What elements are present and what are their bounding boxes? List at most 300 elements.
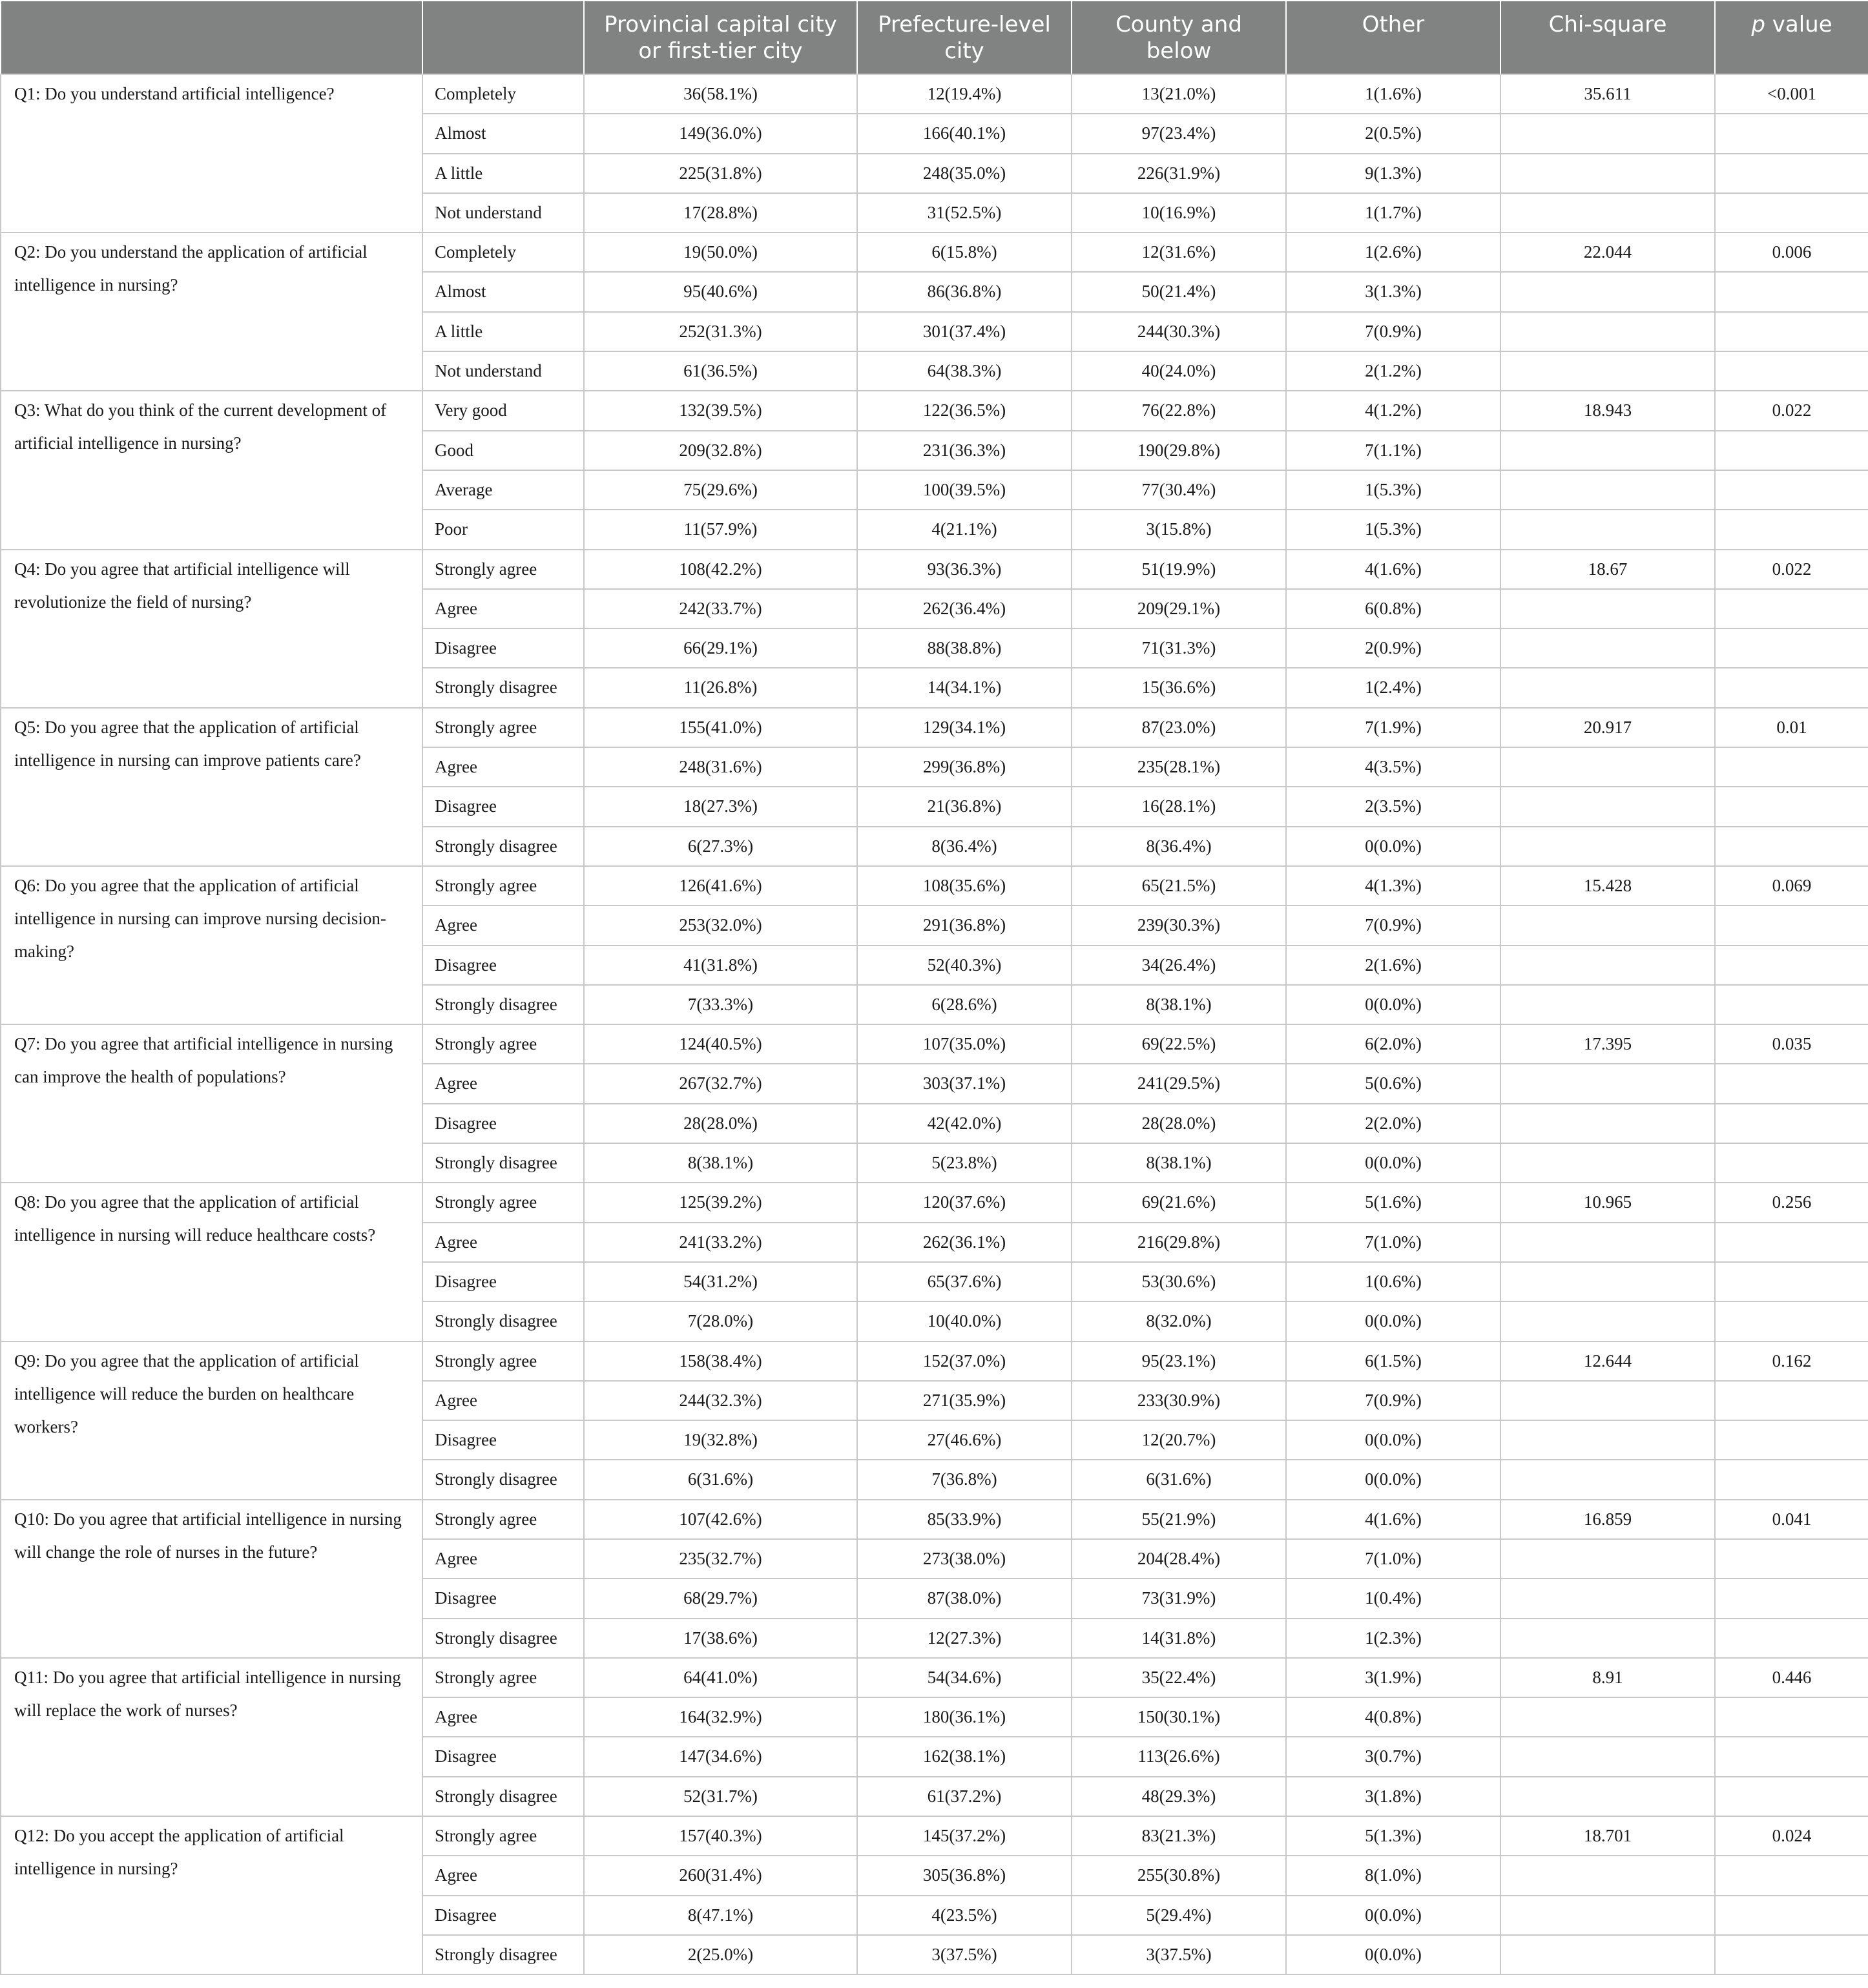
answer-cell: Almost [422, 272, 584, 311]
prefecture-cell: 8(36.4%) [857, 827, 1072, 866]
answer-cell: Not understand [422, 193, 584, 233]
answer-cell: Strongly agree [422, 866, 584, 906]
p-value-cell [1715, 1143, 1868, 1183]
provincial-cell: 248(31.6%) [584, 747, 857, 787]
chi-square-cell [1500, 946, 1715, 985]
p-value-cell [1715, 1420, 1868, 1460]
p-value-cell [1715, 470, 1868, 510]
prefecture-cell: 12(27.3%) [857, 1619, 1072, 1658]
p-value-cell [1715, 351, 1868, 391]
provincial-cell: 6(27.3%) [584, 827, 857, 866]
other-cell: 1(2.3%) [1286, 1619, 1500, 1658]
answer-cell: Strongly disagree [422, 985, 584, 1024]
p-value-cell [1715, 1539, 1868, 1579]
chi-square-cell [1500, 589, 1715, 628]
p-value-cell: 0.162 [1715, 1341, 1868, 1381]
prefecture-cell: 305(36.8%) [857, 1856, 1072, 1895]
provincial-cell: 244(32.3%) [584, 1381, 857, 1420]
county-cell: 8(36.4%) [1072, 827, 1286, 866]
p-value-cell [1715, 668, 1868, 707]
answer-cell: Strongly agree [422, 1341, 584, 1381]
p-value-cell [1715, 1381, 1868, 1420]
table-body [1, 74, 1868, 1974]
question-cell: Q6: Do you agree that the application of artificial intelligence in nursing can improve nursing decision-making? [1, 866, 422, 1024]
provincial-cell: 108(42.2%) [584, 550, 857, 589]
other-cell: 8(1.0%) [1286, 1856, 1500, 1895]
answer-cell: Not understand [422, 351, 584, 391]
county-cell: 12(31.6%) [1072, 233, 1286, 272]
prefecture-cell: 291(36.8%) [857, 906, 1072, 945]
p-value-cell [1715, 827, 1868, 866]
other-cell: 4(0.8%) [1286, 1697, 1500, 1737]
county-cell: 3(15.8%) [1072, 510, 1286, 549]
header-question [1, 1, 422, 74]
chi-square-cell: 17.395 [1500, 1024, 1715, 1064]
other-cell: 1(2.4%) [1286, 668, 1500, 707]
county-cell: 8(32.0%) [1072, 1301, 1286, 1341]
p-value-cell [1715, 193, 1868, 233]
chi-square-cell [1500, 431, 1715, 470]
other-cell: 7(0.9%) [1286, 906, 1500, 945]
prefecture-cell: 5(23.8%) [857, 1143, 1072, 1183]
question-cell: Q11: Do you agree that artificial intelligence in nursing will replace the work of nurses? [1, 1658, 422, 1816]
prefecture-cell: 120(37.6%) [857, 1183, 1072, 1222]
provincial-cell: 241(33.2%) [584, 1223, 857, 1262]
provincial-cell: 66(29.1%) [584, 628, 857, 668]
chi-square-cell [1500, 193, 1715, 233]
answer-cell: Agree [422, 1381, 584, 1420]
chi-square-cell [1500, 312, 1715, 351]
county-cell: 244(30.3%) [1072, 312, 1286, 351]
provincial-cell: 149(36.0%) [584, 114, 857, 153]
county-cell: 204(28.4%) [1072, 1539, 1286, 1579]
provincial-cell: 253(32.0%) [584, 906, 857, 945]
p-value-cell: 0.006 [1715, 233, 1868, 272]
provincial-cell: 242(33.7%) [584, 589, 857, 628]
prefecture-cell: 21(36.8%) [857, 787, 1072, 826]
provincial-cell: 36(58.1%) [584, 74, 857, 114]
other-cell: 2(0.9%) [1286, 628, 1500, 668]
p-value-cell [1715, 1935, 1868, 1974]
county-cell: 34(26.4%) [1072, 946, 1286, 985]
question-cell: Q7: Do you agree that artificial intelligence in nursing can improve the health of populations? [1, 1024, 422, 1183]
prefecture-cell: 262(36.1%) [857, 1223, 1072, 1262]
chi-square-cell [1500, 272, 1715, 311]
answer-cell: Strongly disagree [422, 827, 584, 866]
prefecture-cell: 107(35.0%) [857, 1024, 1072, 1064]
p-value-cell: 0.01 [1715, 708, 1868, 747]
prefecture-cell: 248(35.0%) [857, 154, 1072, 193]
other-cell: 0(0.0%) [1286, 1143, 1500, 1183]
header-p-rest: value [1765, 12, 1832, 37]
prefecture-cell: 14(34.1%) [857, 668, 1072, 707]
other-cell: 6(0.8%) [1286, 589, 1500, 628]
provincial-cell: 164(32.9%) [584, 1697, 857, 1737]
prefecture-cell: 4(21.1%) [857, 510, 1072, 549]
county-cell: 69(22.5%) [1072, 1024, 1286, 1064]
table-row [1, 1341, 1868, 1381]
chi-square-cell [1500, 470, 1715, 510]
p-value-cell [1715, 946, 1868, 985]
provincial-cell: 64(41.0%) [584, 1658, 857, 1697]
answer-cell: Good [422, 431, 584, 470]
provincial-cell: 260(31.4%) [584, 1856, 857, 1895]
answer-cell: Strongly disagree [422, 1301, 584, 1341]
prefecture-cell: 299(36.8%) [857, 747, 1072, 787]
provincial-cell: 68(29.7%) [584, 1579, 857, 1618]
provincial-cell: 147(34.6%) [584, 1737, 857, 1776]
p-value-cell: 0.256 [1715, 1183, 1868, 1222]
p-value-cell [1715, 1301, 1868, 1341]
question-cell: Q4: Do you agree that artificial intelligence will revolutionize the field of nursing? [1, 550, 422, 708]
prefecture-cell: 303(37.1%) [857, 1064, 1072, 1103]
answer-cell: Strongly agree [422, 1658, 584, 1697]
provincial-cell: 126(41.6%) [584, 866, 857, 906]
other-cell: 0(0.0%) [1286, 1935, 1500, 1974]
answer-cell: Disagree [422, 1420, 584, 1460]
other-cell: 2(0.5%) [1286, 114, 1500, 153]
other-cell: 0(0.0%) [1286, 1420, 1500, 1460]
chi-square-cell [1500, 1064, 1715, 1103]
question-cell: Q2: Do you understand the application of artificial intelligence in nursing? [1, 233, 422, 391]
prefecture-cell: 10(40.0%) [857, 1301, 1072, 1341]
other-cell: 7(0.9%) [1286, 1381, 1500, 1420]
provincial-cell: 2(25.0%) [584, 1935, 857, 1974]
other-cell: 1(1.7%) [1286, 193, 1500, 233]
provincial-cell: 124(40.5%) [584, 1024, 857, 1064]
p-value-cell [1715, 747, 1868, 787]
other-cell: 7(1.0%) [1286, 1539, 1500, 1579]
provincial-cell: 157(40.3%) [584, 1816, 857, 1856]
answer-cell: Agree [422, 1064, 584, 1103]
answer-cell: Agree [422, 1697, 584, 1737]
provincial-cell: 17(28.8%) [584, 193, 857, 233]
chi-square-cell: 18.701 [1500, 1816, 1715, 1856]
p-value-cell [1715, 154, 1868, 193]
chi-square-cell [1500, 1104, 1715, 1143]
prefecture-cell: 3(37.5%) [857, 1935, 1072, 1974]
other-cell: 2(1.2%) [1286, 351, 1500, 391]
p-value-cell [1715, 1460, 1868, 1499]
county-cell: 53(30.6%) [1072, 1262, 1286, 1301]
answer-cell: Disagree [422, 1737, 584, 1776]
other-cell: 7(1.1%) [1286, 431, 1500, 470]
county-cell: 40(24.0%) [1072, 351, 1286, 391]
p-value-cell [1715, 1104, 1868, 1143]
table-row [1, 550, 1868, 589]
county-cell: 28(28.0%) [1072, 1104, 1286, 1143]
chi-square-cell: 20.917 [1500, 708, 1715, 747]
p-value-cell: 0.022 [1715, 550, 1868, 589]
provincial-cell: 8(38.1%) [584, 1143, 857, 1183]
provincial-cell: 11(26.8%) [584, 668, 857, 707]
answer-cell: Strongly disagree [422, 668, 584, 707]
provincial-cell: 19(32.8%) [584, 1420, 857, 1460]
answer-cell: Disagree [422, 1262, 584, 1301]
chi-square-cell: 12.644 [1500, 1341, 1715, 1381]
provincial-cell: 41(31.8%) [584, 946, 857, 985]
prefecture-cell: 85(33.9%) [857, 1500, 1072, 1539]
chi-square-cell [1500, 1935, 1715, 1974]
prefecture-cell: 93(36.3%) [857, 550, 1072, 589]
other-cell: 4(1.3%) [1286, 866, 1500, 906]
question-cell: Q10: Do you agree that artificial intelligence in nursing will change the role of nurses in the future? [1, 1500, 422, 1658]
chi-square-cell [1500, 827, 1715, 866]
provincial-cell: 158(38.4%) [584, 1341, 857, 1381]
answer-cell: Strongly disagree [422, 1619, 584, 1658]
p-value-cell [1715, 787, 1868, 826]
prefecture-cell: 152(37.0%) [857, 1341, 1072, 1381]
county-cell: 226(31.9%) [1072, 154, 1286, 193]
chi-square-cell: 22.044 [1500, 233, 1715, 272]
prefecture-cell: 273(38.0%) [857, 1539, 1072, 1579]
prefecture-cell: 64(38.3%) [857, 351, 1072, 391]
chi-square-cell [1500, 1460, 1715, 1499]
chi-square-cell: 35.611 [1500, 74, 1715, 114]
provincial-cell: 61(36.5%) [584, 351, 857, 391]
chi-square-cell [1500, 1262, 1715, 1301]
p-value-cell [1715, 1856, 1868, 1895]
answer-cell: Disagree [422, 946, 584, 985]
p-value-cell [1715, 1737, 1868, 1776]
answer-cell: Agree [422, 1223, 584, 1262]
answer-cell: Disagree [422, 1896, 584, 1935]
other-cell: 2(2.0%) [1286, 1104, 1500, 1143]
table-row [1, 1658, 1868, 1697]
county-cell: 16(28.1%) [1072, 787, 1286, 826]
prefecture-cell: 162(38.1%) [857, 1737, 1072, 1776]
answer-cell: Disagree [422, 1579, 584, 1618]
header-other: Other [1286, 1, 1500, 74]
chi-square-cell [1500, 1223, 1715, 1262]
county-cell: 73(31.9%) [1072, 1579, 1286, 1618]
county-cell: 235(28.1%) [1072, 747, 1286, 787]
other-cell: 0(0.0%) [1286, 1460, 1500, 1499]
answer-cell: Agree [422, 747, 584, 787]
county-cell: 97(23.4%) [1072, 114, 1286, 153]
prefecture-cell: 180(36.1%) [857, 1697, 1072, 1737]
provincial-cell: 95(40.6%) [584, 272, 857, 311]
prefecture-cell: 145(37.2%) [857, 1816, 1072, 1856]
chi-square-cell [1500, 154, 1715, 193]
question-cell: Q12: Do you accept the application of artificial intelligence in nursing? [1, 1816, 422, 1974]
county-cell: 150(30.1%) [1072, 1697, 1286, 1737]
prefecture-cell: 6(28.6%) [857, 985, 1072, 1024]
answer-cell: Strongly agree [422, 1024, 584, 1064]
p-value-cell [1715, 1777, 1868, 1816]
county-cell: 5(29.4%) [1072, 1896, 1286, 1935]
chi-square-cell [1500, 1539, 1715, 1579]
header-row [1, 1, 1868, 74]
prefecture-cell: 166(40.1%) [857, 114, 1072, 153]
provincial-cell: 17(38.6%) [584, 1619, 857, 1658]
county-cell: 216(29.8%) [1072, 1223, 1286, 1262]
other-cell: 4(1.2%) [1286, 391, 1500, 430]
answer-cell: Almost [422, 114, 584, 153]
answer-cell: A little [422, 154, 584, 193]
header-provincial: Provincial capital city or first-tier city [584, 1, 857, 74]
other-cell: 3(1.9%) [1286, 1658, 1500, 1697]
other-cell: 1(2.6%) [1286, 233, 1500, 272]
p-value-cell [1715, 1223, 1868, 1262]
answer-cell: Strongly disagree [422, 1777, 584, 1816]
county-cell: 35(22.4%) [1072, 1658, 1286, 1697]
provincial-cell: 252(31.3%) [584, 312, 857, 351]
other-cell: 4(3.5%) [1286, 747, 1500, 787]
county-cell: 233(30.9%) [1072, 1381, 1286, 1420]
answer-cell: Agree [422, 1539, 584, 1579]
chi-square-cell: 18.67 [1500, 550, 1715, 589]
county-cell: 8(38.1%) [1072, 985, 1286, 1024]
other-cell: 3(0.7%) [1286, 1737, 1500, 1776]
county-cell: 6(31.6%) [1072, 1460, 1286, 1499]
answer-cell: Very good [422, 391, 584, 430]
other-cell: 0(0.0%) [1286, 1896, 1500, 1935]
p-value-cell: <0.001 [1715, 74, 1868, 114]
provincial-cell: 8(47.1%) [584, 1896, 857, 1935]
p-value-cell [1715, 510, 1868, 549]
prefecture-cell: 54(34.6%) [857, 1658, 1072, 1697]
table-row [1, 866, 1868, 906]
county-cell: 55(21.9%) [1072, 1500, 1286, 1539]
chi-square-cell [1500, 1737, 1715, 1776]
chi-square-cell [1500, 628, 1715, 668]
chi-square-cell: 8.91 [1500, 1658, 1715, 1697]
other-cell: 4(1.6%) [1286, 1500, 1500, 1539]
chi-square-cell [1500, 1896, 1715, 1935]
p-value-cell [1715, 312, 1868, 351]
p-value-cell: 0.446 [1715, 1658, 1868, 1697]
p-value-cell: 0.069 [1715, 866, 1868, 906]
chi-square-cell: 10.965 [1500, 1183, 1715, 1222]
county-cell: 69(21.6%) [1072, 1183, 1286, 1222]
table-row [1, 1024, 1868, 1064]
p-value-cell [1715, 985, 1868, 1024]
other-cell: 5(0.6%) [1286, 1064, 1500, 1103]
provincial-cell: 7(28.0%) [584, 1301, 857, 1341]
p-value-cell: 0.041 [1715, 1500, 1868, 1539]
table-row [1, 233, 1868, 272]
county-cell: 12(20.7%) [1072, 1420, 1286, 1460]
other-cell: 9(1.3%) [1286, 154, 1500, 193]
chi-square-cell: 15.428 [1500, 866, 1715, 906]
prefecture-cell: 122(36.5%) [857, 391, 1072, 430]
p-value-cell [1715, 1896, 1868, 1935]
other-cell: 5(1.3%) [1286, 1816, 1500, 1856]
other-cell: 2(1.6%) [1286, 946, 1500, 985]
chi-square-cell [1500, 985, 1715, 1024]
provincial-cell: 18(27.3%) [584, 787, 857, 826]
other-cell: 0(0.0%) [1286, 827, 1500, 866]
county-cell: 77(30.4%) [1072, 470, 1286, 510]
prefecture-cell: 31(52.5%) [857, 193, 1072, 233]
p-value-cell: 0.024 [1715, 1816, 1868, 1856]
chi-square-cell [1500, 1301, 1715, 1341]
chi-square-cell [1500, 906, 1715, 945]
other-cell: 7(1.0%) [1286, 1223, 1500, 1262]
answer-cell: Completely [422, 74, 584, 114]
p-value-cell [1715, 589, 1868, 628]
other-cell: 1(0.6%) [1286, 1262, 1500, 1301]
header-chi-square: Chi-square [1500, 1, 1715, 74]
header-p-italic: p [1751, 12, 1765, 37]
answer-cell: Strongly agree [422, 1183, 584, 1222]
prefecture-cell: 100(39.5%) [857, 470, 1072, 510]
prefecture-cell: 271(35.9%) [857, 1381, 1072, 1420]
chi-square-cell [1500, 668, 1715, 707]
other-cell: 6(1.5%) [1286, 1341, 1500, 1381]
answer-cell: Disagree [422, 787, 584, 826]
county-cell: 15(36.6%) [1072, 668, 1286, 707]
header-p-value [1715, 1, 1868, 74]
chi-square-cell [1500, 351, 1715, 391]
p-value-cell [1715, 1697, 1868, 1737]
chi-square-cell [1500, 1143, 1715, 1183]
chi-square-cell [1500, 747, 1715, 787]
other-cell: 5(1.6%) [1286, 1183, 1500, 1222]
county-cell: 71(31.3%) [1072, 628, 1286, 668]
p-value-cell [1715, 272, 1868, 311]
answer-cell: Average [422, 470, 584, 510]
county-cell: 83(21.3%) [1072, 1816, 1286, 1856]
provincial-cell: 75(29.6%) [584, 470, 857, 510]
table-row [1, 391, 1868, 430]
p-value-cell [1715, 1619, 1868, 1658]
table-row [1, 1183, 1868, 1222]
p-value-cell: 0.035 [1715, 1024, 1868, 1064]
provincial-cell: 209(32.8%) [584, 431, 857, 470]
answer-cell: Strongly disagree [422, 1143, 584, 1183]
other-cell: 6(2.0%) [1286, 1024, 1500, 1064]
prefecture-cell: 12(19.4%) [857, 74, 1072, 114]
table-row [1, 708, 1868, 747]
county-cell: 65(21.5%) [1072, 866, 1286, 906]
provincial-cell: 125(39.2%) [584, 1183, 857, 1222]
header-prefecture: Prefecture-level city [857, 1, 1072, 74]
prefecture-cell: 65(37.6%) [857, 1262, 1072, 1301]
provincial-cell: 28(28.0%) [584, 1104, 857, 1143]
p-value-cell [1715, 1579, 1868, 1618]
question-cell: Q9: Do you agree that the application of artificial intelligence will reduce the burden on healthcare workers? [1, 1341, 422, 1500]
county-cell: 13(21.0%) [1072, 74, 1286, 114]
county-cell: 3(37.5%) [1072, 1935, 1286, 1974]
answer-cell: Completely [422, 233, 584, 272]
question-cell: Q3: What do you think of the current development of artificial intelligence in nursing? [1, 391, 422, 549]
provincial-cell: 155(41.0%) [584, 708, 857, 747]
chi-square-cell [1500, 1856, 1715, 1895]
prefecture-cell: 86(36.8%) [857, 272, 1072, 311]
prefecture-cell: 6(15.8%) [857, 233, 1072, 272]
chi-square-cell [1500, 510, 1715, 549]
chi-square-cell [1500, 1579, 1715, 1618]
other-cell: 3(1.8%) [1286, 1777, 1500, 1816]
provincial-cell: 11(57.9%) [584, 510, 857, 549]
prefecture-cell: 88(38.8%) [857, 628, 1072, 668]
prefecture-cell: 108(35.6%) [857, 866, 1072, 906]
other-cell: 0(0.0%) [1286, 1301, 1500, 1341]
county-cell: 255(30.8%) [1072, 1856, 1286, 1895]
question-cell: Q5: Do you agree that the application of artificial intelligence in nursing can improve patients care? [1, 708, 422, 866]
other-cell: 4(1.6%) [1286, 550, 1500, 589]
provincial-cell: 107(42.6%) [584, 1500, 857, 1539]
answer-cell: Strongly agree [422, 1500, 584, 1539]
p-value-cell [1715, 1064, 1868, 1103]
other-cell: 1(5.3%) [1286, 470, 1500, 510]
chi-square-cell [1500, 1619, 1715, 1658]
chi-square-cell: 18.943 [1500, 391, 1715, 430]
p-value-cell [1715, 431, 1868, 470]
chi-square-cell [1500, 114, 1715, 153]
